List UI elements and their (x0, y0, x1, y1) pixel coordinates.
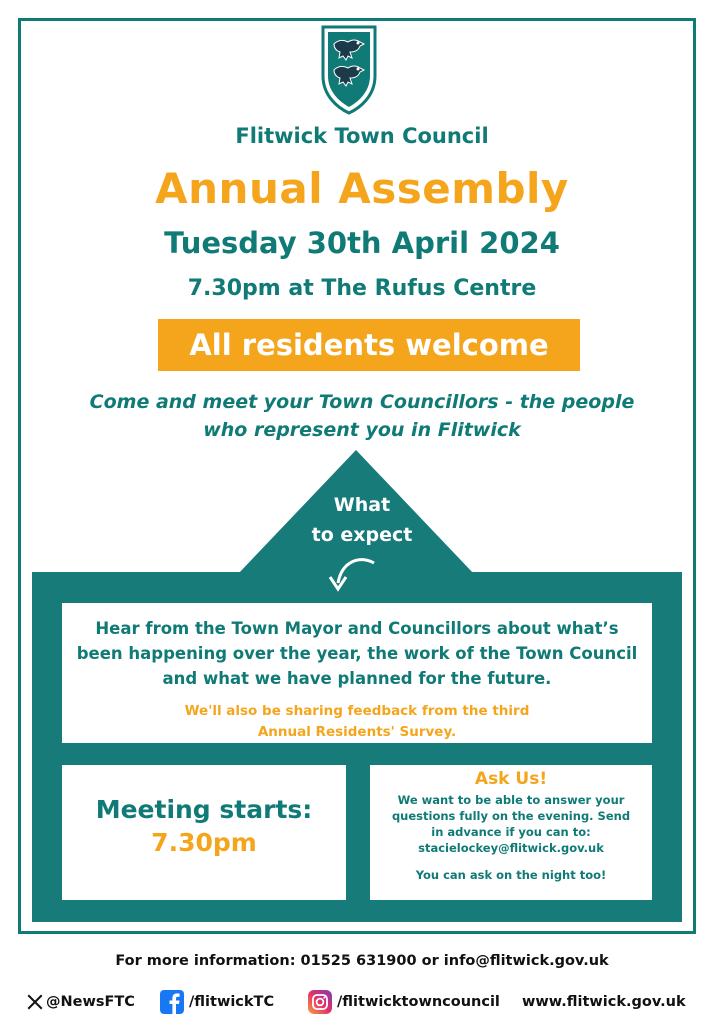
meeting-box (62, 765, 346, 900)
feedback-line: We'll also be sharing feedback from the third (184, 703, 530, 719)
hear-box (62, 603, 652, 743)
ask-line: We want to be able to answer your (397, 793, 625, 807)
feedback-text (62, 701, 652, 743)
council-crest-icon (320, 24, 378, 116)
facebook-handle: /flitwickTC (189, 994, 275, 1010)
feedback-line: Annual Residents' Survey. (257, 724, 457, 740)
hear-text (62, 616, 652, 691)
website-link[interactable] (522, 988, 686, 1016)
invite-line: Come and meet your Town Councillors - the people (89, 391, 635, 413)
facebook-icon (160, 990, 184, 1014)
instagram-icon (308, 990, 332, 1014)
x-handle: @NewsFTC (46, 994, 135, 1010)
x-link[interactable] (26, 988, 135, 1016)
what-to-expect (0, 490, 724, 550)
curved-arrow-icon (326, 553, 380, 595)
facebook-link[interactable] (160, 988, 274, 1016)
hear-line: been happening over the year, the work of the Town Council (76, 644, 638, 663)
hear-line: Hear from the Town Mayor and Councillors about what’s (95, 619, 619, 638)
ask-body (370, 792, 652, 856)
ask-title: Ask Us! (474, 769, 548, 789)
instagram-link[interactable] (308, 988, 500, 1016)
ask-box (370, 765, 652, 900)
more-info: For more information: 01525 631900 or info@flitwick.gov.uk (115, 953, 609, 969)
event-date: Tuesday 30th April 2024 (164, 226, 560, 260)
event-title: Annual Assembly (155, 164, 569, 213)
expect-line: What (333, 494, 391, 516)
invite-line: who represent you in Flitwick (203, 419, 521, 441)
meeting-label: Meeting starts: (95, 795, 313, 824)
website-url: www.flitwick.gov.uk (522, 994, 686, 1010)
social-links (26, 988, 706, 1016)
hear-line: and what we have planned for the future. (162, 669, 552, 688)
instagram-handle: /flitwicktowncouncil (337, 994, 500, 1010)
expect-line: to expect (311, 524, 413, 546)
x-logo-icon (26, 993, 44, 1011)
ask-email[interactable]: stacielockey@flitwick.gov.uk (418, 841, 604, 855)
ask-line: in advance if you can to: (431, 825, 591, 839)
council-name: Flitwick Town Council (235, 124, 489, 148)
invite-text (60, 388, 664, 444)
ask-night-text: You can ask on the night too! (415, 868, 607, 882)
ask-line: questions fully on the evening. Send (391, 809, 631, 823)
event-time-venue: 7.30pm at The Rufus Centre (187, 276, 537, 301)
meeting-time: 7.30pm (151, 828, 257, 857)
welcome-banner: All residents welcome (158, 319, 580, 371)
